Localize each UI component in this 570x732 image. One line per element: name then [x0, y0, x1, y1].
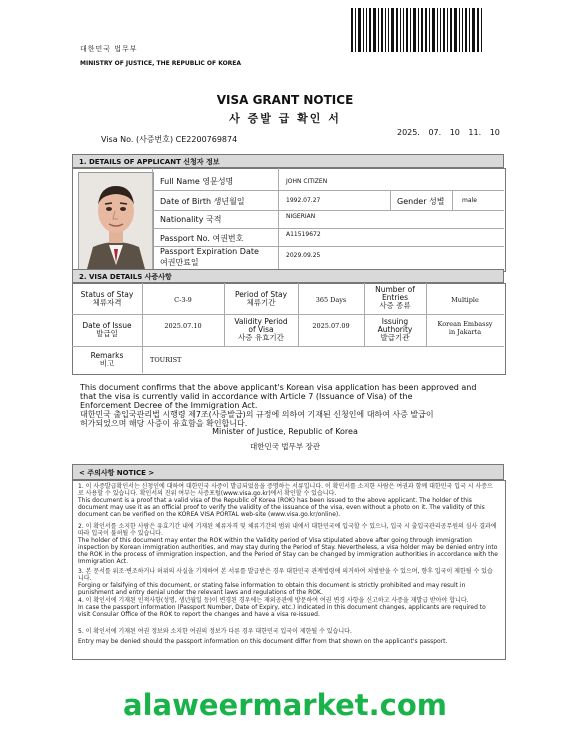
barcode-bar — [369, 8, 371, 52]
barcode-bar — [481, 8, 482, 52]
validity-label-2: of Visa — [248, 325, 274, 334]
barcode-bar — [381, 8, 383, 52]
signer-english: Minister of Justice, Republic of Korea — [212, 427, 358, 436]
entries-label-ko: 사증 종류 — [379, 301, 411, 310]
remarks-value: TOURIST — [150, 356, 182, 364]
notice-4-ko: 4. 이 확인서에 기재된 인적사항(성명, 생년월일 등)이 변경된 경우에는 재외공관에 방문하여 여권 변경 사항을 신고하고 사증을 재발급 받아야 합니다. — [78, 597, 469, 604]
barcode-bar — [363, 8, 364, 52]
barcode-bar — [472, 8, 475, 52]
watermark-text: alaweermarket.com — [123, 688, 447, 722]
barcode-bar — [462, 8, 463, 52]
notice-header: < 주의사항 NOTICE > — [72, 464, 504, 480]
status-value: C-3-9 — [174, 296, 192, 304]
authority-label-2: Authority — [377, 325, 413, 334]
doi-label-en: Date of Issue — [82, 321, 132, 330]
full-name-value: JOHN CITIZEN — [286, 178, 328, 185]
status-label-ko: 체류자격 — [92, 298, 122, 307]
period-value: 365 Days — [315, 296, 347, 304]
barcode-bar — [358, 8, 361, 52]
notice-1-en: This document is a proof that a valid visa of the Republic of Korea (ROK) has been issued to the above applicant. The holder of this document may use it as an official proof to verify the validity of the issuance of the visa, even without a photo on it. The validity of this document can be verified on the KOREA VISA PORTAL web-site (www.visa.go.kr/online). — [78, 497, 485, 518]
period-label-en: Period of Stay — [234, 290, 288, 299]
ministry-name-english: MINISTRY OF JUSTICE, THE REPUBLIC OF KOREA — [80, 60, 242, 67]
entries-value: Multiple — [451, 296, 479, 304]
status-label-en: Status of Stay — [80, 290, 134, 299]
entries-label-1: Number of — [375, 285, 415, 294]
barcode-bar — [385, 8, 386, 52]
doi-value: 2025.07.10 — [164, 322, 202, 330]
remarks-label-en: Remarks — [90, 351, 124, 360]
notice-1 — [78, 483, 498, 518]
confirmation-text — [80, 383, 500, 428]
barcode-bar — [447, 8, 448, 52]
issue-datetime: 2025. 07. 10 11. 10 — [397, 128, 500, 137]
barcode-bar — [396, 8, 398, 52]
authority-value-1: Korean Embassy — [437, 320, 493, 328]
doi-label-ko: 발급일 — [96, 329, 118, 338]
expiry-value: 2029.09.25 — [286, 252, 321, 259]
validity-label-1: Validity Period — [234, 317, 288, 326]
barcode-bar — [477, 8, 479, 52]
period-label-ko: 체류기간 — [246, 298, 276, 307]
dob-value: 1992.07.27 — [286, 197, 321, 204]
notice-3 — [78, 568, 498, 596]
barcode-bar — [400, 8, 401, 52]
notice-5-ko: 5. 이 확인서에 기재된 여권 정보와 소지한 여권의 정보가 다른 경우 대한민국 입국이 제한될 수 있습니다. — [78, 628, 352, 635]
barcode-bar — [450, 8, 452, 52]
ministry-name-korean: 대한민국 법무부 — [80, 45, 138, 53]
full-name-label: Full Name 영문성명 — [160, 177, 234, 186]
barcode-bar — [378, 8, 379, 52]
barcode-bar — [454, 8, 457, 52]
nationality-label: Nationality 국적 — [160, 215, 222, 224]
authority-label-ko: 발급기관 — [380, 333, 410, 342]
notice-3-en: Forging or falsifying of this document, or stating false information to obtain this document is strictly prohibited and may result in punishment and entry denial under the relevant laws and regulations of the ROK. — [78, 582, 466, 596]
remarks-label-ko: 비고 — [99, 359, 115, 368]
barcode-bar — [410, 8, 411, 52]
barcode-bar — [403, 8, 404, 52]
signer-korean: 대한민국 법무부 장관 — [250, 442, 320, 451]
applicant-photo — [78, 172, 154, 270]
notice-4-en: In case the passport information (Passport Number, Date of Expiry, etc.) indicated in this document changes, applicants are required to visit Consular Office of the ROK to report the changes and have a visa re-issued. — [78, 604, 486, 618]
confirmation-line-4: 대한민국 출입국관리법 시행령 제7조(사증발급)의 규정에 의하여 기재된 신청인에 대하여 사증 발급이 — [80, 410, 434, 419]
notice-3-ko: 3. 본 문서를 위조·변조하거나 허위의 사실을 기재하여 본 서류를 발급받은 경우 대한민국 관계법령에 의거하여 처벌받을 수 있으며, 향후 입국이 제한될 수 있습니다. — [78, 568, 493, 582]
authority-label-1: Issuing — [381, 317, 409, 326]
expiry-label-ko: 여권만료일 — [160, 258, 199, 267]
validity-label-ko: 사증 유효기간 — [238, 333, 284, 342]
document-title: VISA GRANT NOTICE — [216, 93, 354, 107]
barcode-bar — [373, 8, 376, 52]
confirmation-line-1: This document confirms that the above applicant's Korean visa application has been approved and — [80, 383, 477, 392]
barcode-bar — [432, 8, 435, 52]
barcode-bar — [351, 8, 353, 52]
confirmation-line-5: 허가되었으며 해당 사증이 유효함을 확인합니다. — [80, 419, 248, 428]
passport-value: A11519672 — [286, 231, 321, 238]
barcode-bar — [469, 8, 470, 52]
visa-number: Visa No. (사증번호) CE2200769874 — [101, 135, 238, 144]
dob-label: Date of Birth 생년월일 — [160, 197, 245, 206]
barcode-bar — [406, 8, 408, 52]
barcode — [351, 8, 491, 52]
document-title-korean: 사 증발 급 확인 서 — [229, 112, 341, 125]
barcode-bar — [391, 8, 394, 52]
barcode-bar — [355, 8, 356, 52]
notice-5 — [78, 628, 498, 645]
entries-label-2: Entries — [381, 293, 409, 302]
barcode-bar — [429, 8, 430, 52]
barcode-bar — [413, 8, 416, 52]
gender-label: Gender 성별 — [397, 197, 445, 206]
notice-5-en: Entry may be denied should the passport information on this document differ from that shown on the applicant's passport. — [78, 638, 448, 645]
confirmation-line-2: that the visa is currently valid in accordance with Article 7 (Issuance of Visa) of the — [80, 392, 413, 401]
section-visa-header: 2. VISA DETAILS 사증사항 — [72, 269, 504, 283]
barcode-bar — [388, 8, 389, 52]
barcode-bar — [421, 8, 423, 52]
notice-2-en: The holder of this document may enter the ROK within the Validity period of Visa stipulated above after going through immigration inspection by Korean immigration authorities, and may stay during the Period of Stay. Nevertheless, a visa holder may be denied entry into the ROK in the process of immigration inspection, and the Period of Stay can be changed by immigration authorities in accordance with the Immigration Act. — [78, 537, 498, 565]
gender-value: male — [462, 197, 477, 204]
nationality-value: NIGERIAN — [286, 213, 316, 220]
barcode-bar — [440, 8, 441, 52]
notice-2 — [78, 523, 498, 565]
barcode-bar — [465, 8, 467, 52]
barcode-bar — [425, 8, 427, 52]
barcode-bar — [459, 8, 460, 52]
confirmation-line-3: Enforcement Decree of the Immigration Act. — [80, 401, 258, 410]
notice-1-ko: 1. 이 사증발급확인서는 신청인에 대하여 대한민국 사증이 발급되었음을 증명하는 서류입니다. 이 확인서를 소지한 사람은 여권과 함께 대한민국 입국 시 사증으로 사용할 수 있습니다. 확인서의 진위 여부는 사증포털(www.visa.go.kr)에서 확인할 수 있습니다. — [78, 483, 493, 497]
barcode-bar — [418, 8, 419, 52]
barcode-bar — [366, 8, 367, 52]
validity-value: 2025.07.09 — [312, 322, 350, 330]
authority-value-2: in Jakarta — [448, 328, 482, 336]
barcode-bar — [443, 8, 445, 52]
notice-4 — [78, 597, 498, 618]
passport-label: Passport No. 여권번호 — [160, 234, 244, 243]
expiry-label-en: Passport Expiration Date — [160, 247, 259, 256]
notice-2-ko: 2. 이 확인서를 소지한 사람은 유효기간 내에 기재된 체류자격 및 체류기간의 범위 내에서 대한민국에 입국할 수 있으나, 입국 시 출입국관리공무원의 심사 결과에 따라 입국이 불허될 수 있습니다. — [78, 523, 497, 537]
section-applicant-header: 1. DETAILS OF APPLICANT 신청자 정보 — [72, 154, 504, 168]
barcode-bar — [437, 8, 438, 52]
